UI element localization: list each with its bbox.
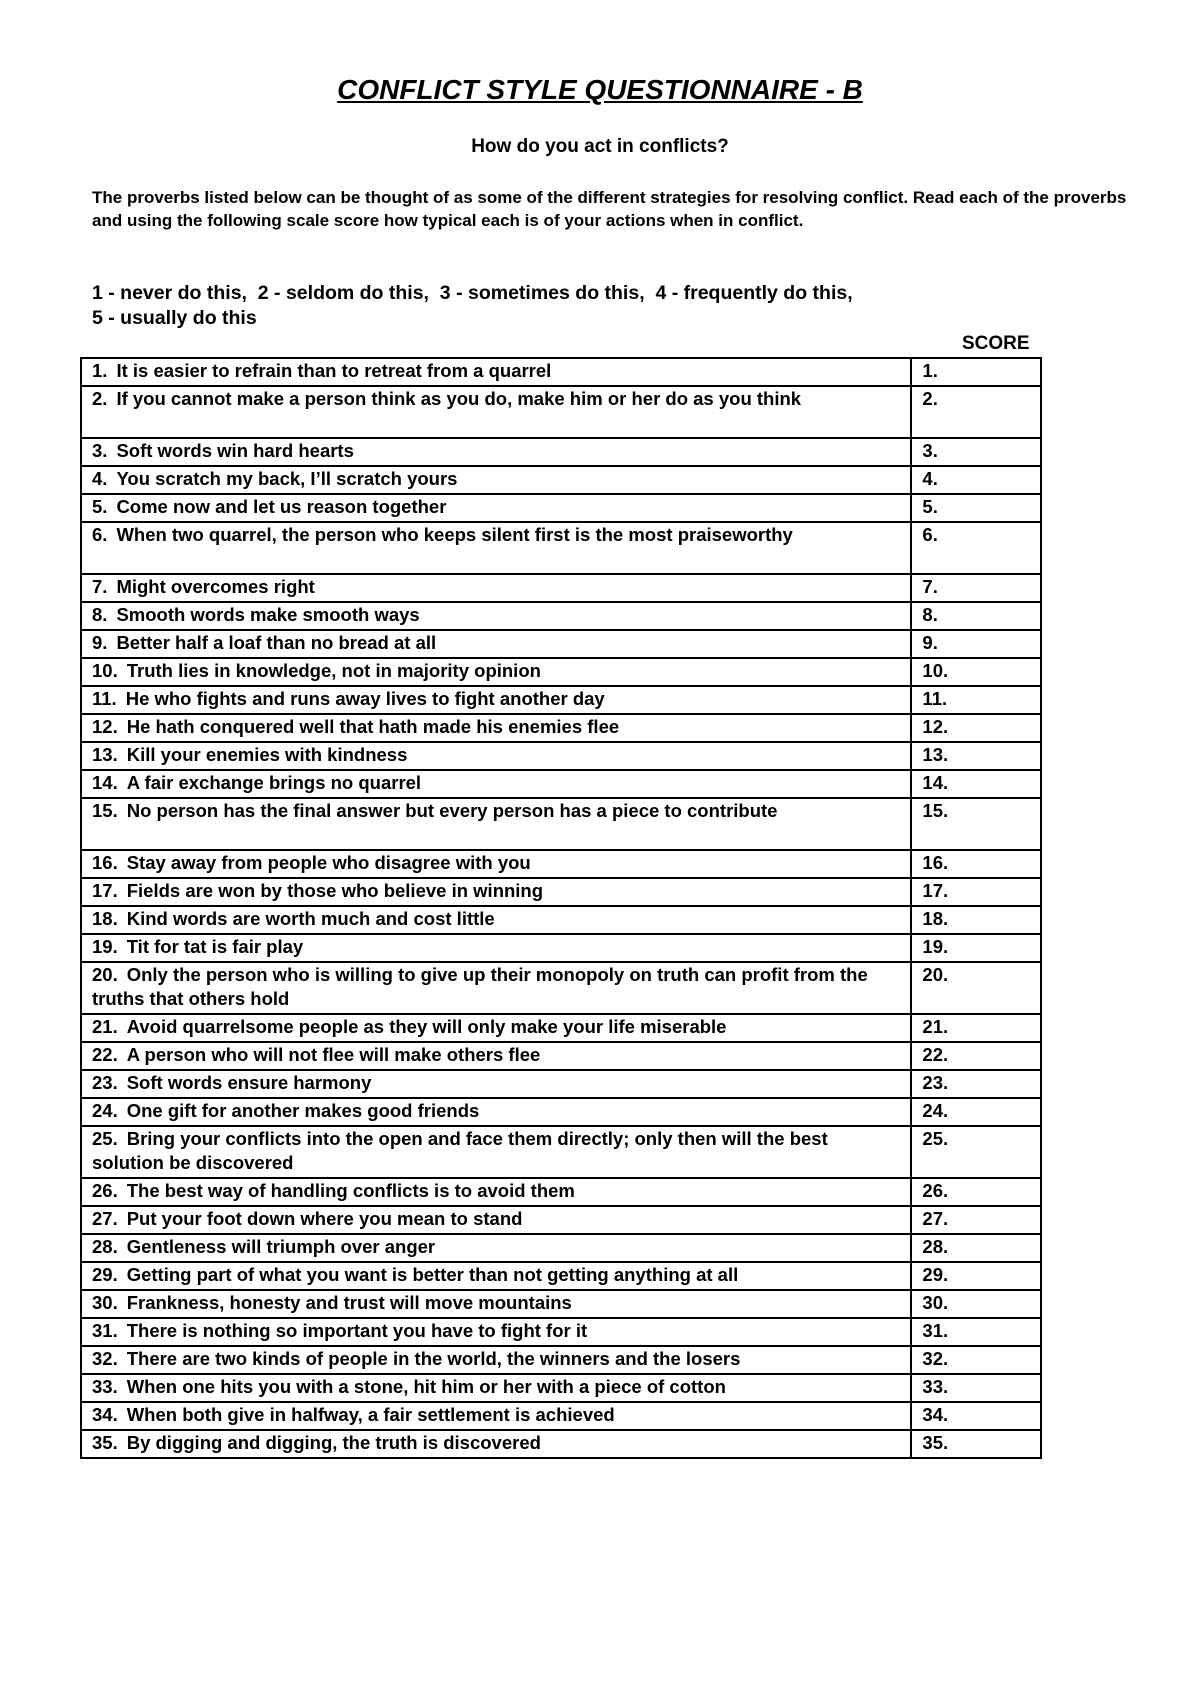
- proverb-text: Bring your conflicts into the open and face them directly; only then will the best solution be discovered: [92, 1128, 828, 1173]
- proverb-cell: [81, 1126, 911, 1178]
- score-cell[interactable]: 1.: [911, 358, 1041, 386]
- proverb-text: Truth lies in knowledge, not in majority opinion: [126, 660, 541, 681]
- proverb-cell: [81, 494, 911, 522]
- proverb-cell: [81, 714, 911, 742]
- proverb-text: It is easier to refrain than to retreat from a quarrel: [116, 360, 552, 381]
- proverb-cell: [81, 386, 911, 438]
- proverb-cell: [81, 686, 911, 714]
- proverb-cell: [81, 602, 911, 630]
- score-cell[interactable]: 27.: [911, 1206, 1041, 1234]
- score-cell[interactable]: 28.: [911, 1234, 1041, 1262]
- table-row: [81, 630, 1041, 658]
- score-cell[interactable]: 29.: [911, 1262, 1041, 1290]
- item-number: 35.: [92, 1432, 118, 1453]
- table-row: [81, 962, 1041, 1014]
- item-number: 6.: [92, 524, 108, 545]
- page-subtitle: How do you act in conflicts?: [471, 136, 729, 157]
- item-number: 24.: [92, 1100, 118, 1121]
- score-cell[interactable]: 3.: [911, 438, 1041, 466]
- proverb-cell: [81, 358, 911, 386]
- table-row: [81, 574, 1041, 602]
- proverb-text: Getting part of what you want is better than not getting anything at all: [126, 1264, 739, 1285]
- proverb-text: Kill your enemies with kindness: [126, 744, 408, 765]
- score-cell[interactable]: 13.: [911, 742, 1041, 770]
- table-row: [81, 850, 1041, 878]
- proverb-text: Better half a loaf than no bread at all: [116, 632, 437, 653]
- proverb-text: When one hits you with a stone, hit him or her with a piece of cotton: [126, 1376, 726, 1397]
- proverb-text: A person who will not flee will make others flee: [126, 1044, 541, 1065]
- proverb-text: Soft words ensure harmony: [126, 1072, 372, 1093]
- proverb-cell: [81, 770, 911, 798]
- table-row: [81, 1430, 1041, 1458]
- table-row: [81, 1070, 1041, 1098]
- item-number: 18.: [92, 908, 118, 929]
- proverb-text: He hath conquered well that hath made his enemies flee: [126, 716, 620, 737]
- table-row: [81, 770, 1041, 798]
- rating-scale: [92, 281, 1132, 331]
- proverb-cell: [81, 1262, 911, 1290]
- score-cell[interactable]: 16.: [911, 850, 1041, 878]
- proverb-text: Soft words win hard hearts: [116, 440, 354, 461]
- proverb-cell: [81, 1014, 911, 1042]
- item-number: 32.: [92, 1348, 118, 1369]
- score-cell[interactable]: 4.: [911, 466, 1041, 494]
- item-number: 20.: [92, 964, 118, 985]
- proverb-text: Frankness, honesty and trust will move mountains: [126, 1292, 572, 1313]
- proverb-text: Might overcomes right: [116, 576, 315, 597]
- table-row: [81, 1178, 1041, 1206]
- item-number: 17.: [92, 880, 118, 901]
- score-cell[interactable]: 15.: [911, 798, 1041, 850]
- table-row: [81, 1290, 1041, 1318]
- item-number: 22.: [92, 1044, 118, 1065]
- table-row: [81, 1234, 1041, 1262]
- score-cell[interactable]: 22.: [911, 1042, 1041, 1070]
- proverb-text: Tit for tat is fair play: [126, 936, 304, 957]
- proverb-text: One gift for another makes good friends: [126, 1100, 480, 1121]
- item-number: 29.: [92, 1264, 118, 1285]
- proverb-text: There are two kinds of people in the world, the winners and the losers: [126, 1348, 741, 1369]
- item-number: 30.: [92, 1292, 118, 1313]
- table-row: [81, 1402, 1041, 1430]
- proverb-cell: [81, 962, 911, 1014]
- table-row: [81, 878, 1041, 906]
- proverb-text: When both give in halfway, a fair settlement is achieved: [126, 1404, 615, 1425]
- item-number: 11.: [92, 688, 117, 709]
- proverb-text: He who fights and runs away lives to fight another day: [125, 688, 605, 709]
- proverb-cell: [81, 1098, 911, 1126]
- score-cell[interactable]: 12.: [911, 714, 1041, 742]
- instructions-paragraph: The proverbs listed below can be thought of as some of the different strategies for resolving conflict. Read each of the proverbs and using the following scale score how typical each is of your actions when in conflict.: [92, 188, 1127, 230]
- table-row: [81, 1374, 1041, 1402]
- page-title: CONFLICT STYLE QUESTIONNAIRE - B: [337, 74, 863, 105]
- item-number: 16.: [92, 852, 118, 873]
- score-cell[interactable]: 9.: [911, 630, 1041, 658]
- score-cell[interactable]: 26.: [911, 1178, 1041, 1206]
- table-row: [81, 386, 1041, 438]
- proverb-text: If you cannot make a person think as you do, make him or her do as you think: [116, 388, 802, 409]
- proverb-cell: [81, 658, 911, 686]
- table-row: [81, 1206, 1041, 1234]
- proverb-text: Smooth words make smooth ways: [116, 604, 420, 625]
- proverb-text: When two quarrel, the person who keeps silent first is the most praiseworthy: [116, 524, 793, 545]
- score-cell[interactable]: 19.: [911, 934, 1041, 962]
- table-row: [81, 438, 1041, 466]
- score-cell[interactable]: 10.: [911, 658, 1041, 686]
- table-row: [81, 1318, 1041, 1346]
- proverb-cell: [81, 878, 911, 906]
- proverb-text: Come now and let us reason together: [116, 496, 447, 517]
- score-cell[interactable]: 6.: [911, 522, 1041, 574]
- rating-scale-line-1: 1 - never do this, 2 - seldom do this, 3 - sometimes do this, 4 - frequently do this,: [92, 282, 853, 304]
- table-row: [81, 686, 1041, 714]
- item-number: 27.: [92, 1208, 118, 1229]
- item-number: 10.: [92, 660, 118, 681]
- item-number: 7.: [92, 576, 108, 597]
- proverb-cell: [81, 1178, 911, 1206]
- proverb-cell: [81, 630, 911, 658]
- table-row: [81, 742, 1041, 770]
- score-cell[interactable]: 25.: [911, 1126, 1041, 1178]
- proverb-cell: [81, 798, 911, 850]
- questionnaire-table: [80, 357, 1042, 1459]
- proverb-text: Fields are won by those who believe in winning: [126, 880, 544, 901]
- table-row: [81, 1346, 1041, 1374]
- proverb-cell: [81, 906, 911, 934]
- proverb-text: Stay away from people who disagree with you: [126, 852, 531, 873]
- score-cell[interactable]: 7.: [911, 574, 1041, 602]
- table-row: [81, 1014, 1041, 1042]
- table-row: [81, 906, 1041, 934]
- proverb-text: Kind words are worth much and cost little: [126, 908, 495, 929]
- proverb-cell: [81, 1290, 911, 1318]
- proverb-cell: [81, 1042, 911, 1070]
- table-row: [81, 602, 1041, 630]
- score-cell[interactable]: 2.: [911, 386, 1041, 438]
- proverb-cell: [81, 522, 911, 574]
- table-row: [81, 1098, 1041, 1126]
- score-cell[interactable]: 34.: [911, 1402, 1041, 1430]
- item-number: 13.: [92, 744, 118, 765]
- table-row: [81, 466, 1041, 494]
- table-row: [81, 1042, 1041, 1070]
- table-row: [81, 714, 1041, 742]
- proverb-cell: [81, 850, 911, 878]
- proverb-text: No person has the final answer but every person has a piece to contribute: [126, 800, 778, 821]
- proverb-cell: [81, 934, 911, 962]
- proverb-text: The best way of handling conflicts is to avoid them: [126, 1180, 575, 1201]
- proverb-cell: [81, 1070, 911, 1098]
- item-number: 2.: [92, 388, 108, 409]
- table-row: [81, 494, 1041, 522]
- proverb-text: Put your foot down where you mean to stand: [126, 1208, 523, 1229]
- table-row: [81, 934, 1041, 962]
- score-cell[interactable]: 14.: [911, 770, 1041, 798]
- item-number: 5.: [92, 496, 108, 517]
- item-number: 14.: [92, 772, 118, 793]
- table-row: [81, 658, 1041, 686]
- proverb-cell: [81, 466, 911, 494]
- proverb-cell: [81, 438, 911, 466]
- proverb-cell: [81, 1402, 911, 1430]
- score-cell[interactable]: 5.: [911, 494, 1041, 522]
- score-cell[interactable]: 11.: [911, 686, 1041, 714]
- score-cell[interactable]: 33.: [911, 1374, 1041, 1402]
- proverb-cell: [81, 1346, 911, 1374]
- item-number: 23.: [92, 1072, 118, 1093]
- proverb-text: Avoid quarrelsome people as they will only make your life miserable: [126, 1016, 727, 1037]
- item-number: 33.: [92, 1376, 118, 1397]
- proverb-text: You scratch my back, I’ll scratch yours: [116, 468, 458, 489]
- proverb-text: Gentleness will triumph over anger: [126, 1236, 436, 1257]
- score-cell[interactable]: 32.: [911, 1346, 1041, 1374]
- proverb-text: A fair exchange brings no quarrel: [126, 772, 422, 793]
- score-cell[interactable]: 30.: [911, 1290, 1041, 1318]
- rating-scale-line-2: 5 - usually do this: [92, 307, 257, 329]
- table-row: [81, 358, 1041, 386]
- item-number: 31.: [92, 1320, 118, 1341]
- table-row: [81, 1126, 1041, 1178]
- item-number: 4.: [92, 468, 108, 489]
- item-number: 21.: [92, 1016, 118, 1037]
- proverb-cell: [81, 742, 911, 770]
- item-number: 34.: [92, 1404, 118, 1425]
- score-cell[interactable]: 35.: [911, 1430, 1041, 1458]
- score-cell[interactable]: 20.: [911, 962, 1041, 1014]
- table-row: [81, 1262, 1041, 1290]
- item-number: 1.: [92, 360, 108, 381]
- score-cell[interactable]: 8.: [911, 602, 1041, 630]
- score-cell[interactable]: 24.: [911, 1098, 1041, 1126]
- item-number: 3.: [92, 440, 108, 461]
- score-cell[interactable]: 31.: [911, 1318, 1041, 1346]
- proverb-text: Only the person who is willing to give up their monopoly on truth can profit from the truths that others hold: [92, 964, 868, 1009]
- proverb-cell: [81, 1318, 911, 1346]
- item-number: 9.: [92, 632, 108, 653]
- proverb-cell: [81, 574, 911, 602]
- score-cell[interactable]: 18.: [911, 906, 1041, 934]
- item-number: 19.: [92, 936, 118, 957]
- score-column-header: SCORE: [962, 333, 1030, 354]
- proverb-text: By digging and digging, the truth is discovered: [126, 1432, 541, 1453]
- score-cell[interactable]: 21.: [911, 1014, 1041, 1042]
- table-row: [81, 798, 1041, 850]
- table-row: [81, 522, 1041, 574]
- score-cell[interactable]: 23.: [911, 1070, 1041, 1098]
- item-number: 25.: [92, 1128, 118, 1149]
- proverb-text: There is nothing so important you have to fight for it: [126, 1320, 588, 1341]
- item-number: 26.: [92, 1180, 118, 1201]
- item-number: 12.: [92, 716, 118, 737]
- proverb-cell: [81, 1430, 911, 1458]
- item-number: 28.: [92, 1236, 118, 1257]
- item-number: 15.: [92, 800, 118, 821]
- proverb-cell: [81, 1374, 911, 1402]
- item-number: 8.: [92, 604, 108, 625]
- proverb-cell: [81, 1234, 911, 1262]
- score-cell[interactable]: 17.: [911, 878, 1041, 906]
- proverb-cell: [81, 1206, 911, 1234]
